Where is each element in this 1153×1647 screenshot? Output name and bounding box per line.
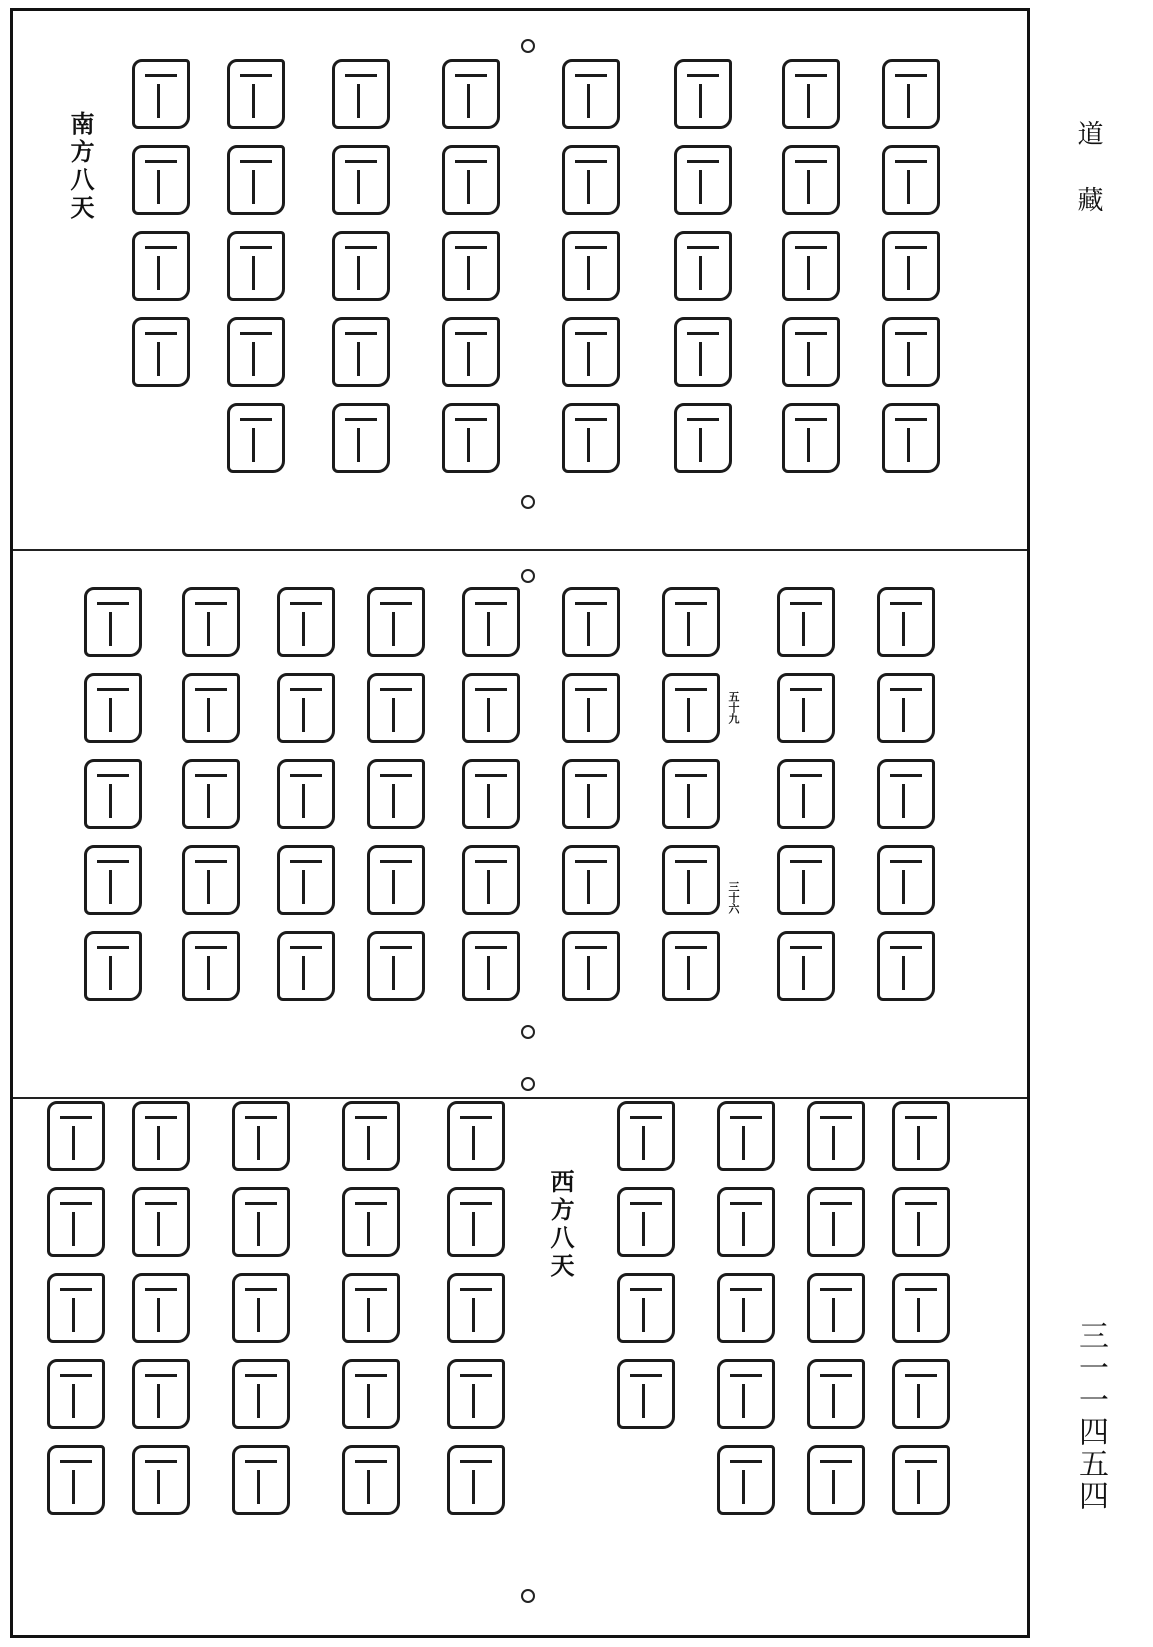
glyph-column <box>75 579 151 1009</box>
seal-glyph <box>773 223 849 309</box>
seal-glyph <box>333 1093 409 1179</box>
binding-hole-top <box>521 39 535 53</box>
seal-glyph <box>873 223 949 309</box>
seal-glyph <box>268 923 344 1009</box>
seal-glyph <box>358 665 434 751</box>
seal-glyph <box>123 309 199 395</box>
seal-glyph <box>75 923 151 1009</box>
seal-glyph <box>883 1093 959 1179</box>
seal-glyph <box>38 1265 114 1351</box>
seal-glyph <box>358 923 434 1009</box>
glyph-column <box>433 51 509 481</box>
seal-glyph <box>333 1437 409 1523</box>
annotation-note: 三十六 <box>727 881 740 914</box>
seal-glyph <box>223 1179 299 1265</box>
glyph-column <box>123 1093 199 1523</box>
seal-glyph <box>358 837 434 923</box>
seal-glyph <box>873 395 949 481</box>
seal-glyph <box>665 137 741 223</box>
seal-glyph <box>173 923 249 1009</box>
seal-glyph <box>453 923 529 1009</box>
seal-glyph <box>123 51 199 137</box>
seal-glyph <box>123 223 199 309</box>
seal-glyph <box>653 665 729 751</box>
glyph-column <box>438 1093 514 1523</box>
seal-glyph <box>433 309 509 395</box>
seal-glyph <box>873 137 949 223</box>
seal-glyph <box>553 923 629 1009</box>
seal-glyph <box>868 923 944 1009</box>
seal-glyph <box>883 1265 959 1351</box>
seal-glyph <box>268 579 344 665</box>
binding-hole-top <box>521 1077 535 1091</box>
seal-glyph <box>438 1179 514 1265</box>
section-label-south: 南方八天 <box>66 111 95 223</box>
seal-glyph <box>553 837 629 923</box>
seal-glyph <box>798 1351 874 1437</box>
seal-glyph <box>553 137 629 223</box>
glyph-column <box>173 579 249 1009</box>
seal-glyph <box>653 579 729 665</box>
seal-glyph <box>438 1265 514 1351</box>
glyph-column <box>768 579 844 1009</box>
glyph-column <box>653 579 729 1009</box>
seal-glyph <box>653 837 729 923</box>
panel-bottom <box>13 1099 1027 1635</box>
seal-glyph <box>773 309 849 395</box>
seal-glyph <box>608 1351 684 1437</box>
seal-glyph <box>708 1179 784 1265</box>
seal-glyph <box>773 395 849 481</box>
seal-glyph <box>268 665 344 751</box>
panel-middle <box>13 551 1027 1099</box>
seal-glyph <box>883 1437 959 1523</box>
glyph-column <box>665 51 741 481</box>
page-frame <box>10 8 1030 1638</box>
glyph-column <box>218 51 294 481</box>
seal-glyph <box>883 1179 959 1265</box>
glyph-column <box>323 51 399 481</box>
seal-glyph <box>218 309 294 395</box>
collection-title: 道藏 <box>1073 120 1103 252</box>
seal-glyph <box>173 665 249 751</box>
seal-glyph <box>433 51 509 137</box>
glyph-column <box>268 579 344 1009</box>
glyph-column <box>608 1093 684 1437</box>
seal-glyph <box>798 1437 874 1523</box>
seal-glyph <box>323 395 399 481</box>
seal-glyph <box>768 579 844 665</box>
seal-glyph <box>883 1351 959 1437</box>
seal-glyph <box>218 223 294 309</box>
glyph-column <box>553 51 629 481</box>
seal-glyph <box>868 579 944 665</box>
seal-glyph <box>358 579 434 665</box>
seal-glyph <box>358 751 434 837</box>
seal-glyph <box>608 1179 684 1265</box>
glyph-column <box>453 579 529 1009</box>
seal-glyph <box>323 223 399 309</box>
seal-glyph <box>123 137 199 223</box>
seal-glyph <box>553 751 629 837</box>
seal-glyph <box>123 1437 199 1523</box>
glyph-column <box>38 1093 114 1523</box>
seal-glyph <box>75 665 151 751</box>
seal-glyph <box>323 51 399 137</box>
seal-glyph <box>123 1179 199 1265</box>
seal-glyph <box>768 837 844 923</box>
seal-glyph <box>75 837 151 923</box>
page-number: 三一一四五四 <box>1073 1320 1108 1512</box>
seal-glyph <box>333 1179 409 1265</box>
seal-glyph <box>768 923 844 1009</box>
seal-glyph <box>798 1093 874 1179</box>
seal-glyph <box>38 1179 114 1265</box>
seal-glyph <box>323 137 399 223</box>
seal-glyph <box>173 837 249 923</box>
seal-glyph <box>223 1093 299 1179</box>
seal-glyph <box>323 309 399 395</box>
seal-glyph <box>665 395 741 481</box>
seal-glyph <box>653 923 729 1009</box>
seal-glyph <box>708 1093 784 1179</box>
seal-glyph <box>38 1093 114 1179</box>
seal-glyph <box>665 309 741 395</box>
panel-top <box>13 11 1027 551</box>
glyph-column <box>708 1093 784 1523</box>
seal-glyph <box>608 1093 684 1179</box>
seal-glyph <box>123 1265 199 1351</box>
glyph-column <box>883 1093 959 1523</box>
glyph-column <box>333 1093 409 1523</box>
seal-glyph <box>868 837 944 923</box>
seal-glyph <box>768 665 844 751</box>
seal-glyph <box>433 395 509 481</box>
seal-glyph <box>433 223 509 309</box>
section-label-west: 西方八天 <box>546 1169 575 1281</box>
seal-glyph <box>553 395 629 481</box>
annotation-note: 五十九 <box>727 691 740 724</box>
binding-hole-bottom <box>521 1589 535 1603</box>
seal-glyph <box>873 51 949 137</box>
seal-glyph <box>708 1265 784 1351</box>
seal-glyph <box>75 579 151 665</box>
glyph-column <box>868 579 944 1009</box>
seal-glyph <box>75 751 151 837</box>
seal-glyph <box>553 665 629 751</box>
seal-glyph <box>223 1437 299 1523</box>
seal-glyph <box>173 751 249 837</box>
seal-glyph <box>218 137 294 223</box>
seal-glyph <box>708 1351 784 1437</box>
seal-glyph <box>873 309 949 395</box>
seal-glyph <box>608 1265 684 1351</box>
seal-glyph <box>123 1351 199 1437</box>
seal-glyph <box>868 665 944 751</box>
glyph-column <box>358 579 434 1009</box>
seal-glyph <box>708 1437 784 1523</box>
seal-glyph <box>333 1351 409 1437</box>
seal-glyph <box>223 1351 299 1437</box>
seal-glyph <box>665 51 741 137</box>
binding-hole-bottom <box>521 495 535 509</box>
seal-glyph <box>173 579 249 665</box>
glyph-column <box>553 579 629 1009</box>
seal-glyph <box>38 1437 114 1523</box>
seal-glyph <box>665 223 741 309</box>
seal-glyph <box>553 223 629 309</box>
glyph-column <box>223 1093 299 1523</box>
seal-glyph <box>553 579 629 665</box>
seal-glyph <box>223 1265 299 1351</box>
seal-glyph <box>773 51 849 137</box>
seal-glyph <box>868 751 944 837</box>
glyph-column <box>123 51 199 395</box>
seal-glyph <box>433 137 509 223</box>
seal-glyph <box>438 1093 514 1179</box>
seal-glyph <box>773 137 849 223</box>
seal-glyph <box>553 309 629 395</box>
seal-glyph <box>768 751 844 837</box>
seal-glyph <box>268 837 344 923</box>
seal-glyph <box>438 1437 514 1523</box>
seal-glyph <box>333 1265 409 1351</box>
seal-glyph <box>123 1093 199 1179</box>
binding-hole-bottom <box>521 1025 535 1039</box>
seal-glyph <box>453 579 529 665</box>
seal-glyph <box>553 51 629 137</box>
glyph-column <box>798 1093 874 1523</box>
seal-glyph <box>38 1351 114 1437</box>
seal-glyph <box>453 665 529 751</box>
seal-glyph <box>218 395 294 481</box>
seal-glyph <box>798 1265 874 1351</box>
seal-glyph <box>268 751 344 837</box>
glyph-column <box>873 51 949 481</box>
seal-glyph <box>218 51 294 137</box>
seal-glyph <box>798 1179 874 1265</box>
glyph-column <box>773 51 849 481</box>
seal-glyph <box>453 751 529 837</box>
seal-glyph <box>438 1351 514 1437</box>
seal-glyph <box>653 751 729 837</box>
seal-glyph <box>453 837 529 923</box>
